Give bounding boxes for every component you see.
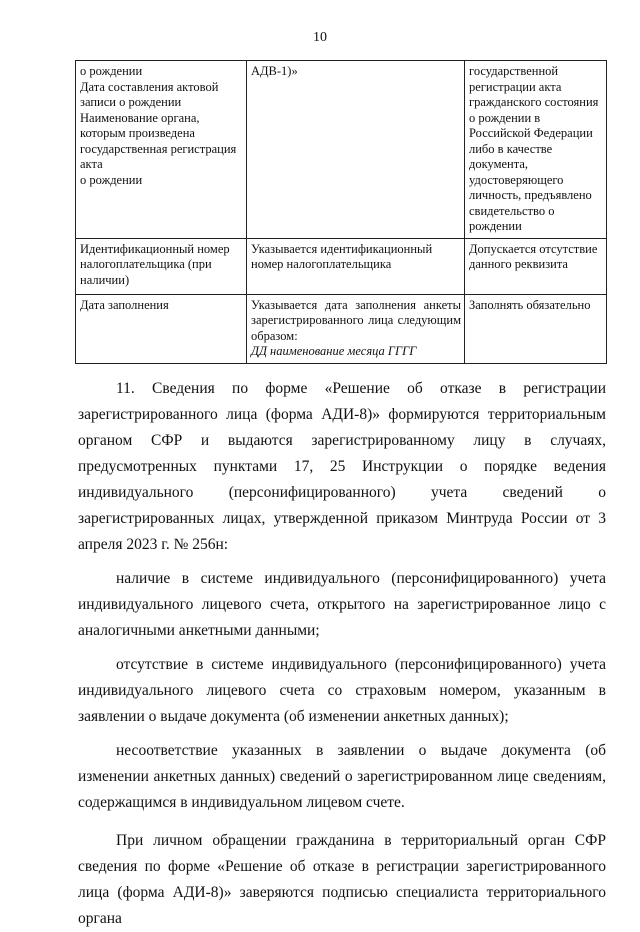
requisites-table <box>75 60 607 364</box>
field-line: о рождении <box>80 64 143 78</box>
paragraph: При личном обращении гражданина в территориальный орган СФР сведения по форме «Решение об отказе в регистрации зарегистрированного лица (форма АДИ-8)» заверяются подписью специалиста территориального органа <box>78 832 606 927</box>
field-line: Наименование органа, которым произведена государственная регистрация акта <box>80 110 237 171</box>
field-line: Дата составления актовой записи о рождении <box>80 79 219 109</box>
table-cell-rule: Допускается отсутствие данного реквизита <box>465 238 607 294</box>
field-line: о рождении <box>80 172 143 187</box>
table-row <box>76 238 607 294</box>
table-cell-field <box>76 61 247 239</box>
paragraph: отсутствие в системе индивидуального (персонифицированного) учета индивидуального лицевого счета со страховым номером, указанным в заявлении о выдаче документа (об изменении анкетных данных); <box>78 656 606 725</box>
paragraph: наличие в системе индивидуального (персонифицированного) учета индивидуального лицевого счета, открытого на зарегистрированное лицо с аналогичными анкетными данными; <box>78 570 606 639</box>
table-row <box>76 294 607 363</box>
table-cell-field: Идентификационный номер налогоплательщика (при наличии) <box>76 238 247 294</box>
table-cell-field: Дата заполнения <box>76 294 247 363</box>
table-cell-rule: Заполнять обязательно <box>465 294 607 363</box>
table-cell-description: Указывается идентификационный номер налогоплательщика <box>247 238 465 294</box>
body-text <box>78 376 606 932</box>
page-number: 10 <box>313 30 327 45</box>
table-cell-description <box>247 294 465 363</box>
description-text: Указывается дата заполнения анкеты зарегистрированного лица следующим образом: <box>251 297 461 343</box>
date-format-text: ДД наименование месяца ГГГГ <box>251 344 417 358</box>
paragraph: несоответствие указанных в заявлении о выдаче документа (об изменении анкетных данных) сведений о зарегистрированном лице сведениям, содержащимся в индивидуальном лицевом счете. <box>78 742 606 811</box>
table-row <box>76 61 607 239</box>
table-cell-rule: государственной регистрации акта гражданского состояния о рождении в Российской Федерации либо в качестве документа, удостоверяющего личность, предъявлено свидетельство о рождении <box>465 61 607 239</box>
table-cell-description: АДВ-1)» <box>247 61 465 239</box>
paragraph: 11. Сведения по форме «Решение об отказе в регистрации зарегистрированного лица (форма АДИ-8)» формируются территориальным органом СФР и выдаются зарегистрированному лицу в случаях, предусмотренных пунктами 17, 25 Инструкции о порядке ведения индивидуального (персонифицированного) учета сведений о зарегистрированных лицах, утвержденной приказом Минтруда России от 3 апреля 2023 г. № 256н: <box>78 380 606 553</box>
